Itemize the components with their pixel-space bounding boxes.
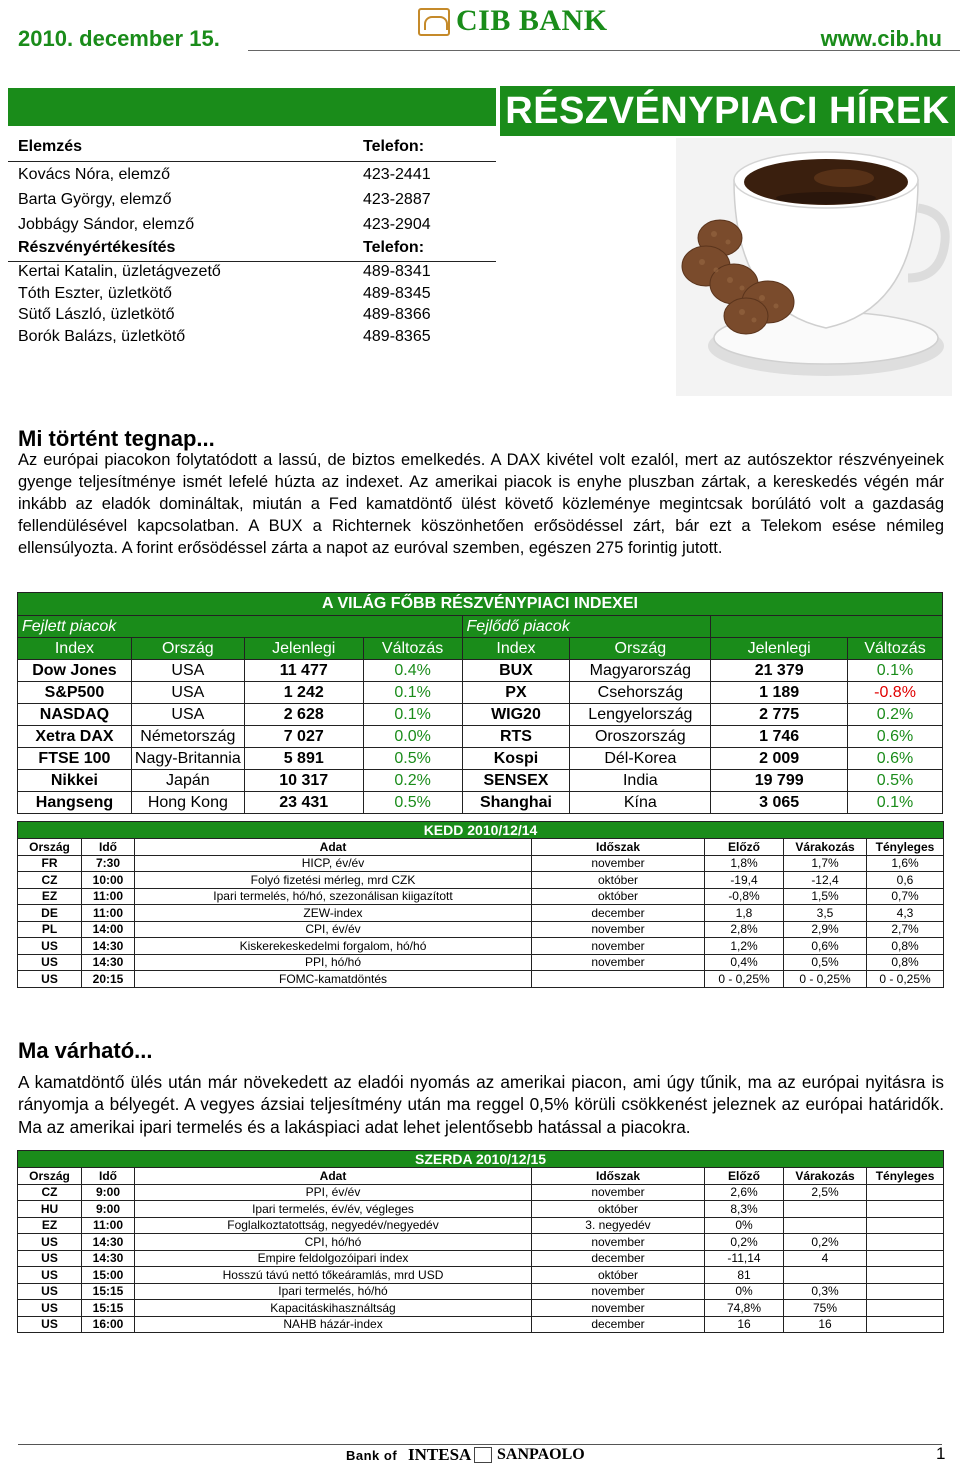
country-code: US (18, 1250, 82, 1267)
report-date: 2010. december 15. (18, 26, 220, 51)
release-time: 9:00 (82, 1201, 135, 1218)
column-header: Változás (848, 638, 943, 660)
actual-value: 0,7% (867, 888, 944, 905)
actual-value: 1,6% (867, 855, 944, 872)
calendar-row (18, 888, 944, 905)
previous-value: 0% (705, 1283, 784, 1300)
footer-bank-of: Bank of (346, 1448, 398, 1463)
indicator-name: CPI, év/év (135, 921, 532, 938)
contact-phone: 489-8341 (363, 263, 431, 280)
yesterday-text: Az európai piacokon folytatódott a lassú, de biztos emelkedés. A DAX kivétel volt ezalól, mert az autószektor részvényeinek gyenge teljesítménye ismét lefelé húzta az indexet. Az amerikai piacok is enyhe pluszban zártak, a kereskedés végén már inkább az eladók domináltak, miután a Fed kamatdöntő ülést követő közleménye megintcsak borúlátó volt a gazdaság fellendülésével kapcsolatban. A BUX a Richternek köszönhetően erősödéssel zárt, bár ezt a Telekom esése némileg ellensúlyozta. A forint erősödéssel zárta a napot az euróval szemben, egészen 275 forintig jutott. (18, 451, 944, 557)
empty-cell (711, 616, 943, 638)
expected-value: 0 - 0,25% (784, 971, 867, 988)
index-country: Dél-Korea (570, 748, 711, 770)
indicator-name: PPI, év/év (135, 1184, 532, 1201)
column-header: Ország (131, 638, 244, 660)
release-time: 11:00 (82, 888, 135, 905)
period: november (532, 1283, 705, 1300)
actual-value (867, 1316, 944, 1333)
calendar-row (18, 938, 944, 955)
cib-bank-logo (418, 4, 618, 40)
index-change: 0.6% (848, 726, 943, 748)
column-header: Tényleges (867, 839, 944, 856)
index-country: Oroszország (570, 726, 711, 748)
previous-value: 16 (705, 1316, 784, 1333)
index-country: Csehország (570, 682, 711, 704)
calendar-row (18, 1201, 944, 1218)
index-country: Lengyelország (570, 704, 711, 726)
index-name: BUX (462, 660, 570, 682)
index-name: RTS (462, 726, 570, 748)
index-change: 0.4% (363, 660, 462, 682)
period: október (532, 1267, 705, 1284)
developed-markets-label: Fejlett piacok (18, 616, 463, 638)
calendar-row (18, 1234, 944, 1251)
page-number: 1 (936, 1444, 946, 1463)
world-indices-table (17, 592, 943, 814)
release-time: 14:30 (82, 938, 135, 955)
index-row (18, 704, 943, 726)
period: 3. negyedév (532, 1217, 705, 1234)
calendar-body (18, 1184, 944, 1333)
calendar-row (18, 855, 944, 872)
country-code: CZ (18, 872, 82, 889)
indicator-name: FOMC-kamatdöntés (135, 971, 532, 988)
column-header: Jelenlegi (244, 638, 363, 660)
index-name: S&P500 (18, 682, 132, 704)
indicator-name: Kapacitáskihasználtság (135, 1300, 532, 1317)
country-code: US (18, 1316, 82, 1333)
footer-sanpaolo-logo: SANPAOLO (497, 1446, 585, 1463)
index-country: Magyarország (570, 660, 711, 682)
sanpaolo-logo-icon (474, 1447, 492, 1463)
contact-phone: 489-8366 (363, 306, 431, 323)
period (532, 971, 705, 988)
country-code: US (18, 1300, 82, 1317)
column-header: Előző (705, 1168, 784, 1185)
release-time: 9:00 (82, 1184, 135, 1201)
previous-value: 1,8 (705, 905, 784, 922)
calendar-row (18, 905, 944, 922)
emerging-markets-label: Fejlődő piacok (462, 616, 711, 638)
contact-row (18, 166, 488, 188)
period: október (532, 888, 705, 905)
expected-value: 4 (784, 1250, 867, 1267)
contact-row (18, 191, 488, 213)
index-name: Nikkei (18, 770, 132, 792)
expected-value: 1,5% (784, 888, 867, 905)
period: november (532, 1300, 705, 1317)
expected-value (784, 1217, 867, 1234)
column-header: Jelenlegi (711, 638, 848, 660)
expected-value: 0,3% (784, 1283, 867, 1300)
previous-value: 0,2% (705, 1234, 784, 1251)
index-value: 1 189 (711, 682, 848, 704)
column-header: Változás (363, 638, 462, 660)
column-header: Ország (570, 638, 711, 660)
calendar-row (18, 1250, 944, 1267)
index-country: Kína (570, 792, 711, 814)
calendar-body (18, 855, 944, 987)
column-header: Ország (18, 839, 82, 856)
index-change: 0.1% (363, 704, 462, 726)
index-value: 2 628 (244, 704, 363, 726)
country-code: EZ (18, 888, 82, 905)
period: november (532, 938, 705, 955)
expected-value (784, 1201, 867, 1218)
column-header: Idő (82, 839, 135, 856)
actual-value: 0,8% (867, 938, 944, 955)
index-value: 3 065 (711, 792, 848, 814)
coffee-cup-image (676, 138, 952, 396)
previous-value: -11,14 (705, 1250, 784, 1267)
actual-value: 0,8% (867, 954, 944, 971)
country-code: US (18, 1267, 82, 1284)
column-header: Időszak (532, 839, 705, 856)
calendar-row (18, 1283, 944, 1300)
actual-value (867, 1201, 944, 1218)
release-time: 11:00 (82, 1217, 135, 1234)
index-value: 21 379 (711, 660, 848, 682)
contacts-header-bar (8, 88, 496, 126)
country-code: US (18, 954, 82, 971)
wednesday-calendar-table (17, 1150, 944, 1333)
index-change: 0.1% (363, 682, 462, 704)
calendar-row (18, 971, 944, 988)
contact-name: Barta György, elemző (18, 191, 172, 208)
actual-value (867, 1217, 944, 1234)
previous-value: 74,8% (705, 1300, 784, 1317)
expected-value: 75% (784, 1300, 867, 1317)
indicator-name: CPI, hó/hó (135, 1234, 532, 1251)
index-name: SENSEX (462, 770, 570, 792)
analysis-heading: Elemzés (18, 138, 83, 155)
expected-value: -12,4 (784, 872, 867, 889)
contact-name: Tóth Eszter, üzletkötő (18, 285, 172, 302)
index-row (18, 682, 943, 704)
release-time: 15:15 (82, 1283, 135, 1300)
page-title: RÉSZVÉNYPIACI HÍREK (500, 86, 955, 136)
actual-value (867, 1234, 944, 1251)
release-time: 14:30 (82, 1234, 135, 1251)
period: október (532, 872, 705, 889)
actual-value (867, 1184, 944, 1201)
actual-value: 4,3 (867, 905, 944, 922)
contact-row (18, 285, 488, 307)
contact-row (18, 306, 488, 328)
country-code: US (18, 1283, 82, 1300)
period: november (532, 1234, 705, 1251)
index-row (18, 660, 943, 682)
calendar-row (18, 1267, 944, 1284)
index-name: Dow Jones (18, 660, 132, 682)
index-value: 19 799 (711, 770, 848, 792)
period: december (532, 905, 705, 922)
index-row (18, 748, 943, 770)
index-value: 10 317 (244, 770, 363, 792)
world-indices-title: A VILÁG FŐBB RÉSZVÉNYPIACI INDEXEI (18, 593, 943, 616)
release-time: 14:30 (82, 1250, 135, 1267)
previous-value: -19,4 (705, 872, 784, 889)
contacts-divider (8, 161, 496, 162)
sales-header-row (18, 239, 488, 261)
release-time: 10:00 (82, 872, 135, 889)
calendar-row (18, 921, 944, 938)
expected-value: 0,5% (784, 954, 867, 971)
index-name: Kospi (462, 748, 570, 770)
country-code: CZ (18, 1184, 82, 1201)
website-link[interactable]: www.cib.hu (820, 26, 942, 51)
release-time: 20:15 (82, 971, 135, 988)
index-value: 2 009 (711, 748, 848, 770)
market-group-row (18, 616, 943, 638)
actual-value (867, 1250, 944, 1267)
release-time: 14:00 (82, 921, 135, 938)
country-code: US (18, 1234, 82, 1251)
index-name: Shanghai (462, 792, 570, 814)
indicator-name: HICP, év/év (135, 855, 532, 872)
index-change: 0.1% (848, 660, 943, 682)
footer-divider (18, 1444, 942, 1445)
index-row (18, 726, 943, 748)
sales-heading: Részvényértékesítés (18, 239, 176, 256)
outlook-heading: Ma várható... (18, 1038, 153, 1063)
column-header: Várakozás (784, 1168, 867, 1185)
calendar-row (18, 1316, 944, 1333)
indicator-name: NAHB házár-index (135, 1316, 532, 1333)
contact-row (18, 263, 488, 285)
column-header: Idő (82, 1168, 135, 1185)
index-country: USA (131, 682, 244, 704)
previous-value: 0,4% (705, 954, 784, 971)
country-code: EZ (18, 1217, 82, 1234)
outlook-text: A kamatdöntő ülés után már növekedett az eladói nyomás az amerikai piacon, ami úgy tűnik, ma az európai nyitásra is rányomja a bélyegét. A vegyes ázsiai teljesítmény után ma reggel 0,5% körüli csökkenést jeleznek az európai határidők. Ma az amerikai ipari termelés és a lakáspiaci adat lehet jelentősebb hatással a piacokra. (18, 1072, 944, 1137)
column-header: Adat (135, 839, 532, 856)
expected-value: 2,9% (784, 921, 867, 938)
release-time: 7:30 (82, 855, 135, 872)
actual-value (867, 1283, 944, 1300)
contact-row (18, 216, 488, 238)
calendar-row (18, 872, 944, 889)
release-time: 11:00 (82, 905, 135, 922)
column-header: Időszak (532, 1168, 705, 1185)
period: december (532, 1250, 705, 1267)
index-change: 0.6% (848, 748, 943, 770)
column-header: Index (18, 638, 132, 660)
actual-value (867, 1300, 944, 1317)
column-header: Várakozás (784, 839, 867, 856)
footer-intesa-logo: INTESA (408, 1445, 472, 1464)
period: november (532, 921, 705, 938)
country-code: FR (18, 855, 82, 872)
actual-value (867, 1267, 944, 1284)
index-value: 1 746 (711, 726, 848, 748)
calendar-title: KEDD 2010/12/14 (18, 822, 944, 839)
analysis-header-row (18, 138, 488, 160)
contacts-divider (8, 261, 496, 262)
country-code: DE (18, 905, 82, 922)
phone-heading: Telefon: (363, 239, 425, 256)
index-country: USA (131, 660, 244, 682)
calendar-row (18, 954, 944, 971)
previous-value: 2,6% (705, 1184, 784, 1201)
index-row (18, 792, 943, 814)
actual-value: 0 - 0,25% (867, 971, 944, 988)
index-country: USA (131, 704, 244, 726)
contact-phone: 423-2441 (363, 166, 431, 183)
release-time: 15:15 (82, 1300, 135, 1317)
indicator-name: Empire feldolgozóipari index (135, 1250, 532, 1267)
indicator-name: Folyó fizetési mérleg, mrd CZK (135, 872, 532, 889)
expected-value: 1,7% (784, 855, 867, 872)
period: december (532, 1316, 705, 1333)
contact-name: Kovács Nóra, elemző (18, 166, 171, 183)
index-change: 0.0% (363, 726, 462, 748)
column-header: Ország (18, 1168, 82, 1185)
expected-value (784, 1267, 867, 1284)
index-country: Hong Kong (131, 792, 244, 814)
release-time: 16:00 (82, 1316, 135, 1333)
expected-value: 3,5 (784, 905, 867, 922)
tuesday-calendar-table (17, 821, 944, 988)
header-divider (248, 50, 960, 51)
period: november (532, 954, 705, 971)
previous-value: -0,8% (705, 888, 784, 905)
column-header: Adat (135, 1168, 532, 1185)
logo-text: CIB BANK (456, 4, 608, 37)
indicator-name: Ipari termelés, hó/hó, szezonálisan kiigazított (135, 888, 532, 905)
actual-value: 2,7% (867, 921, 944, 938)
index-value: 5 891 (244, 748, 363, 770)
expected-value: 0,6% (784, 938, 867, 955)
country-code: US (18, 971, 82, 988)
contact-phone: 423-2904 (363, 216, 431, 233)
previous-value: 2,8% (705, 921, 784, 938)
index-change: 0.1% (848, 792, 943, 814)
index-change: 0.2% (848, 704, 943, 726)
index-value: 1 242 (244, 682, 363, 704)
indicator-name: ZEW-index (135, 905, 532, 922)
index-country: Nagy-Britannia (131, 748, 244, 770)
indicator-name: Foglalkoztatottság, negyedév/negyedév (135, 1217, 532, 1234)
index-change: 0.2% (363, 770, 462, 792)
country-code: HU (18, 1201, 82, 1218)
country-code: PL (18, 921, 82, 938)
calendar-header-row (18, 839, 944, 856)
previous-value: 1,8% (705, 855, 784, 872)
indicator-name: Kiskerekeskedelmi forgalom, hó/hó (135, 938, 532, 955)
column-header-row (18, 638, 943, 660)
index-name: FTSE 100 (18, 748, 132, 770)
calendar-title: SZERDA 2010/12/15 (18, 1151, 944, 1168)
expected-value: 16 (784, 1316, 867, 1333)
calendar-title-row (18, 822, 944, 839)
column-header: Előző (705, 839, 784, 856)
index-value: 2 775 (711, 704, 848, 726)
contact-phone: 423-2887 (363, 191, 431, 208)
indicator-name: Ipari termelés, év/év, végleges (135, 1201, 532, 1218)
previous-value: 8,3% (705, 1201, 784, 1218)
indicator-name: Hosszú távú nettó tőkeáramlás, mrd USD (135, 1267, 532, 1284)
period: október (532, 1201, 705, 1218)
index-value: 23 431 (244, 792, 363, 814)
indicator-name: PPI, hó/hó (135, 954, 532, 971)
contact-phone: 489-8345 (363, 285, 431, 302)
contact-name: Sütő László, üzletkötő (18, 306, 175, 323)
expected-value: 0,2% (784, 1234, 867, 1251)
index-country: India (570, 770, 711, 792)
index-value: 11 477 (244, 660, 363, 682)
period: november (532, 1184, 705, 1201)
previous-value: 0 - 0,25% (705, 971, 784, 988)
previous-value: 0% (705, 1217, 784, 1234)
calendar-row (18, 1217, 944, 1234)
index-name: PX (462, 682, 570, 704)
index-country: Japán (131, 770, 244, 792)
country-code: US (18, 938, 82, 955)
calendar-header-row (18, 1168, 944, 1185)
index-value: 7 027 (244, 726, 363, 748)
index-change: 0.5% (363, 748, 462, 770)
expected-value: 2,5% (784, 1184, 867, 1201)
calendar-row (18, 1184, 944, 1201)
contact-name: Jobbágy Sándor, elemző (18, 216, 195, 233)
phone-heading: Telefon: (363, 138, 425, 155)
calendar-row (18, 1300, 944, 1317)
table-title-row (18, 593, 943, 616)
world-indices-body (18, 660, 943, 814)
contact-name: Borók Balázs, üzletkötő (18, 328, 186, 345)
index-change: 0.5% (848, 770, 943, 792)
column-header: Tényleges (867, 1168, 944, 1185)
contact-row (18, 328, 488, 350)
column-header: Index (462, 638, 570, 660)
contact-phone: 489-8365 (363, 328, 431, 345)
index-change: 0.5% (363, 792, 462, 814)
previous-value: 81 (705, 1267, 784, 1284)
actual-value: 0,6 (867, 872, 944, 889)
calendar-title-row (18, 1151, 944, 1168)
cib-logo-icon (418, 8, 450, 36)
release-time: 15:00 (82, 1267, 135, 1284)
indicator-name: Ipari termelés, hó/hó (135, 1283, 532, 1300)
index-name: Hangseng (18, 792, 132, 814)
index-name: Xetra DAX (18, 726, 132, 748)
previous-value: 1,2% (705, 938, 784, 955)
release-time: 14:30 (82, 954, 135, 971)
index-row (18, 770, 943, 792)
yesterday-heading: Mi történt tegnap... (18, 426, 215, 451)
contact-name: Kertai Katalin, üzletágvezető (18, 263, 221, 280)
index-name: WIG20 (462, 704, 570, 726)
index-country: Németország (131, 726, 244, 748)
period: november (532, 855, 705, 872)
index-name: NASDAQ (18, 704, 132, 726)
index-change: -0.8% (848, 682, 943, 704)
